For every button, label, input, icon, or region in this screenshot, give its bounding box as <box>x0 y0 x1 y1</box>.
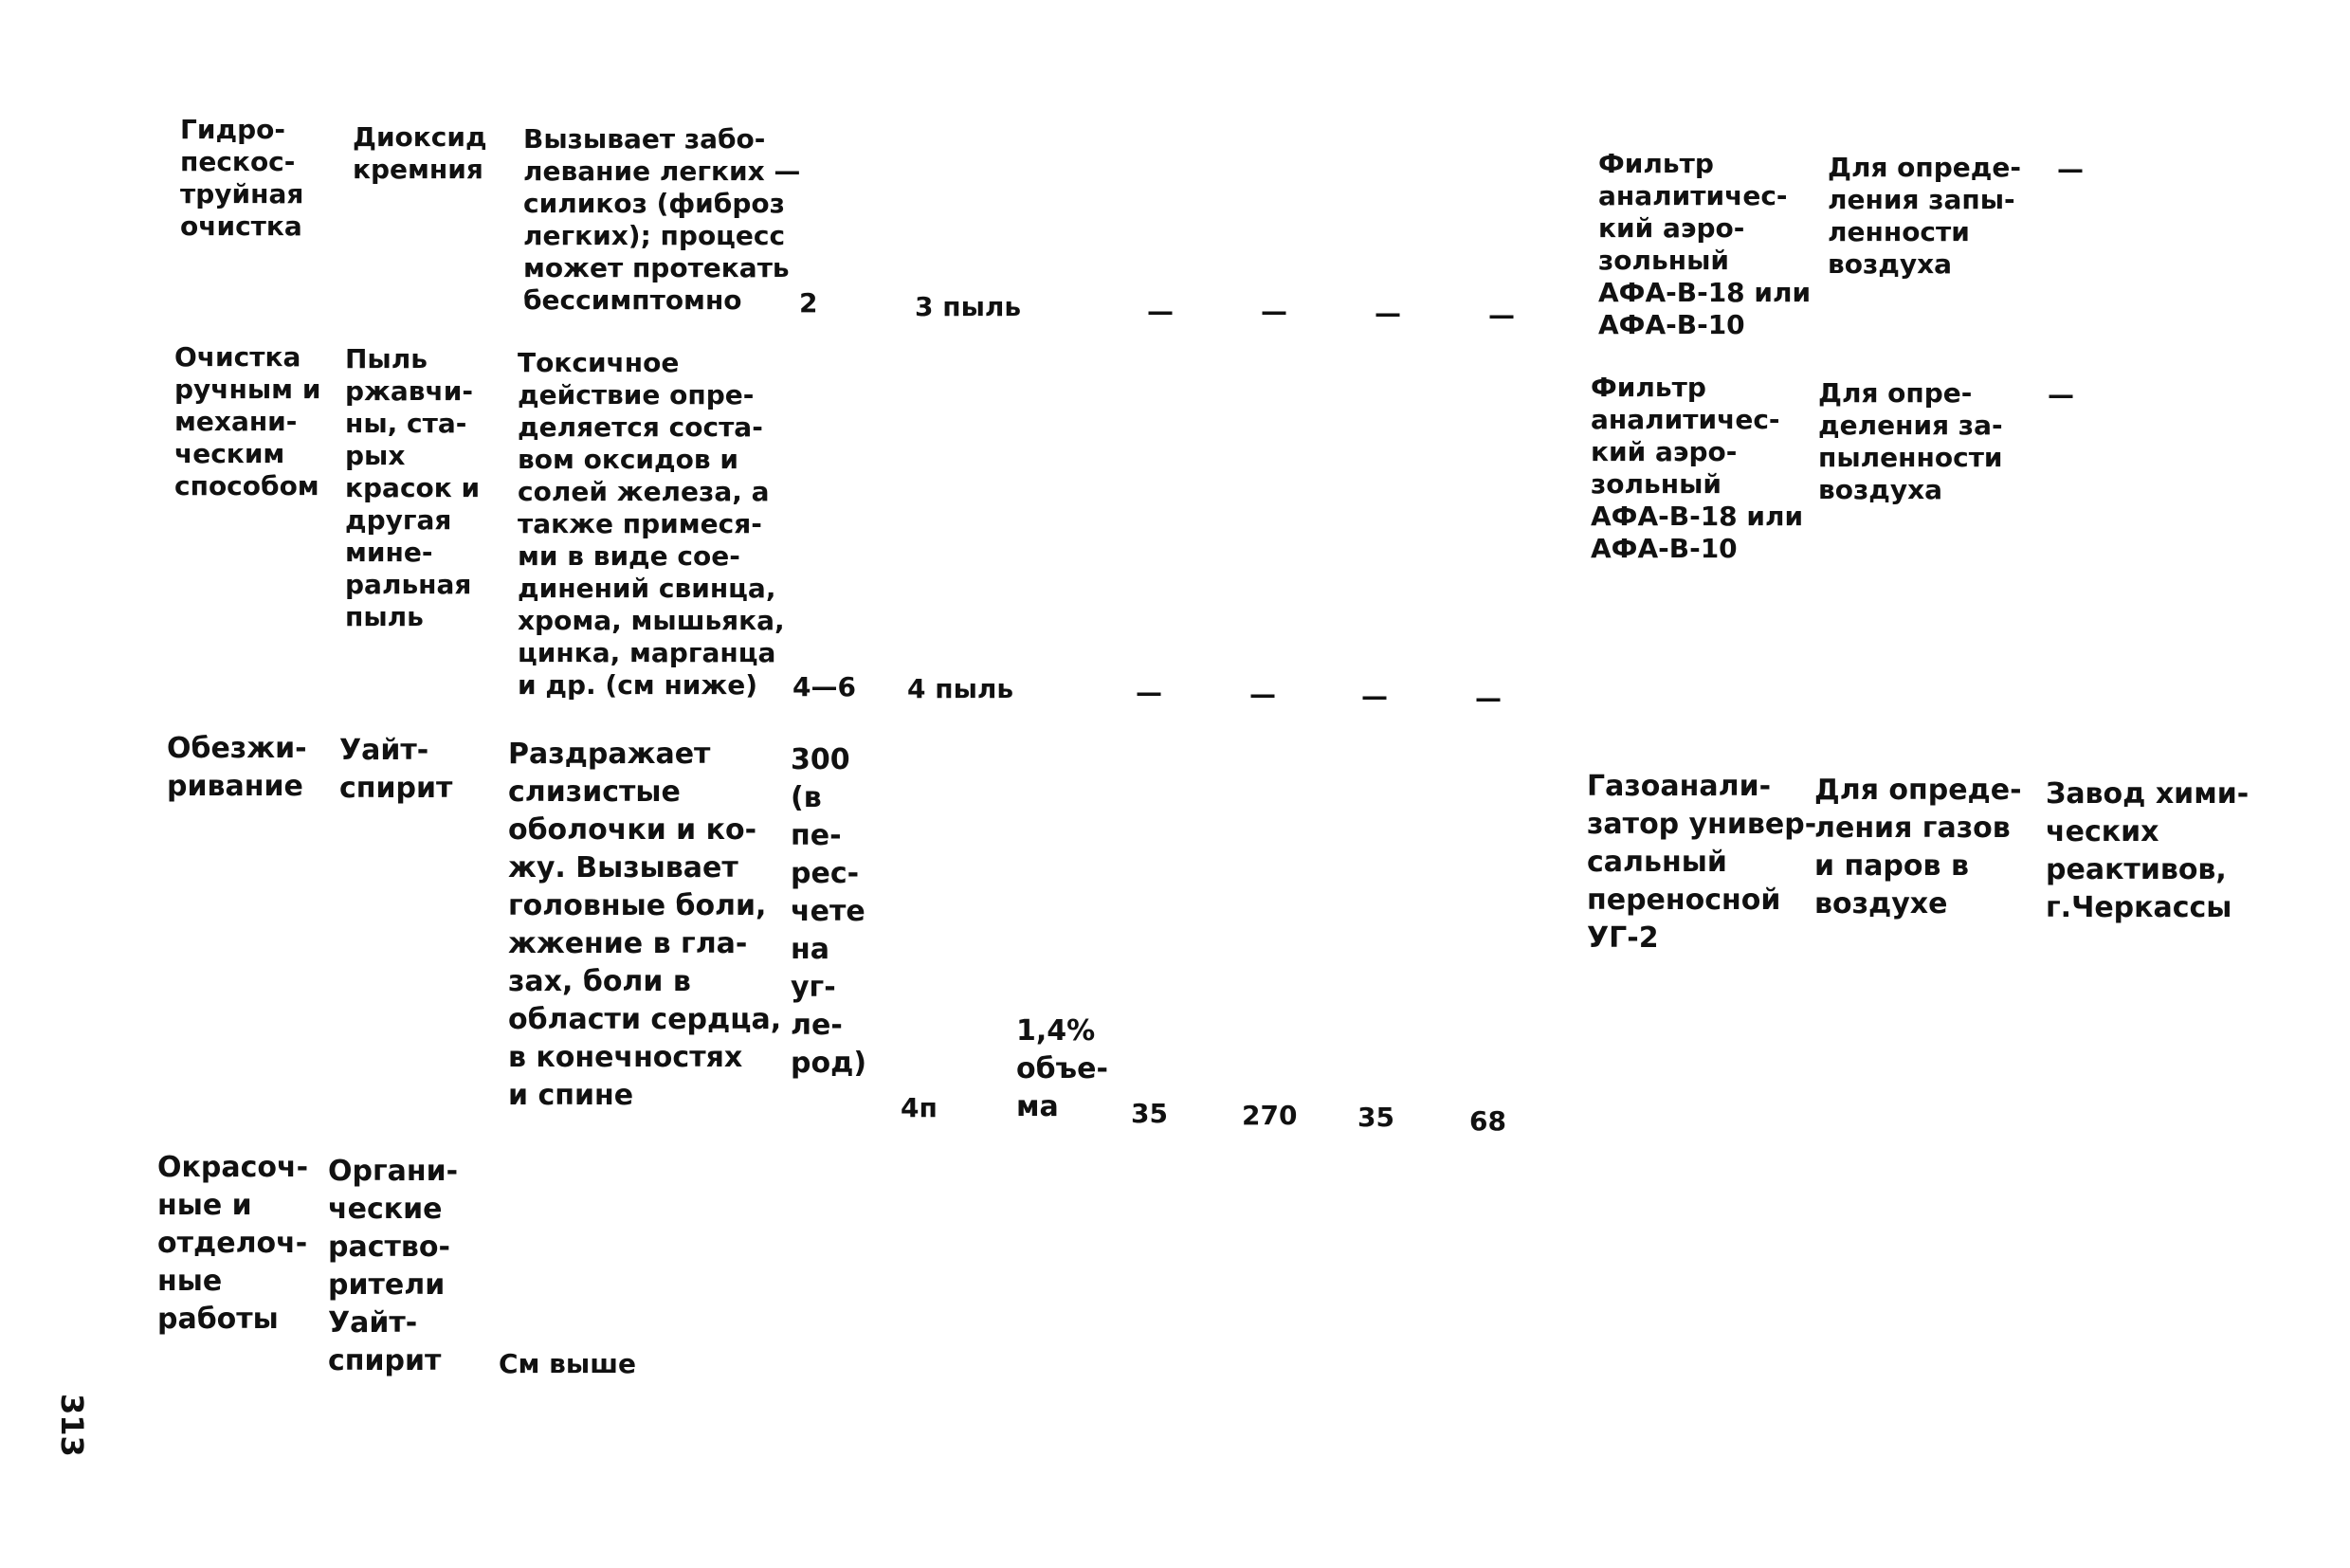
row2-value-2: 4 пыль <box>907 673 1014 704</box>
row1-value-1: 2 <box>799 287 818 319</box>
row3-substance: Уайт- спирит <box>339 734 453 805</box>
row3-value-1: 300 (в пе- рес- чете на уг- ле- род) <box>791 743 867 1080</box>
row3-value-4: 270 <box>1242 1100 1298 1131</box>
row3-effect: Раздражает слизистые оболочки и ко- жу. Вызывает головные боли, жжение в гла- зах, боли в области сердца, в конечностях и спине <box>508 738 782 1112</box>
row2-process: Очистка ручным и механи- ческим способом <box>174 341 321 501</box>
row1-value-2: 3 пыль <box>915 291 1022 322</box>
row4-substance: Органи- ческие раство- рители Уайт- спирит <box>328 1155 459 1377</box>
page-number: 313 <box>54 1394 90 1457</box>
row2-value-3: — <box>1136 677 1162 708</box>
row2-value-1: 4—6 <box>792 671 856 702</box>
row1-maker: — <box>2057 154 2084 185</box>
row3-process: Обезжи- ривание <box>167 732 307 803</box>
row2-device: Фильтр аналитичес- кий аэро- зольный АФА-В-18 или АФА-В-10 <box>1591 372 1804 564</box>
row1-value-6: — <box>1488 300 1515 331</box>
row1-purpose: Для опреде- ления запы- ленности воздуха <box>1828 152 2022 280</box>
row1-value-3: — <box>1147 296 1174 327</box>
row3-value-6: 68 <box>1469 1105 1506 1137</box>
row1-process: Гидро- пескос- труйная очистка <box>180 114 304 242</box>
row2-maker: — <box>2048 379 2074 410</box>
row2-purpose: Для опре- деления за- пыленности воздуха <box>1818 377 2003 505</box>
row3-value-2b: 1,4% объе- ма <box>1016 1014 1108 1123</box>
row3-value-5: 35 <box>1357 1102 1394 1133</box>
row1-value-5: — <box>1375 298 1401 329</box>
row3-value-2: 4п <box>901 1092 938 1123</box>
row2-value-4: — <box>1249 679 1276 710</box>
row3-purpose: Для опреде- ления газов и паров в воздухе <box>1814 774 2022 921</box>
row1-value-4: — <box>1261 296 1287 327</box>
row1-substance: Диоксид кремния <box>353 121 487 185</box>
row2-substance: Пыль ржавчи- ны, ста- рых красок и другая мине- ральная пыль <box>345 343 481 632</box>
row3-device: Газоанали- затор универ- сальный переносной УГ-2 <box>1587 770 1817 955</box>
row1-effect: Вызывает забо- левание легких — силикоз (фиброз легких); процесс может протекать бессимптомно <box>523 123 801 316</box>
row2-value-6: — <box>1475 683 1502 714</box>
row3-value-3: 35 <box>1131 1098 1168 1129</box>
row2-effect: Токсичное действие опре- деляется соста- вом оксидов и солей железа, а также примеся- ми в виде сое- динений свинца, хрома, мышьяка, цинка, марганца и др. (см ниже) <box>518 347 785 701</box>
row4-effect: См выше <box>499 1348 636 1379</box>
row4-process: Окрасоч- ные и отделоч- ные работы <box>157 1151 309 1336</box>
row1-device: Фильтр аналитичес- кий аэро- зольный АФА-В-18 или АФА-В-10 <box>1598 148 1812 340</box>
row3-maker: Завод хими- ческих реактивов, г.Черкассы <box>2046 777 2250 924</box>
row2-value-5: — <box>1361 681 1388 712</box>
